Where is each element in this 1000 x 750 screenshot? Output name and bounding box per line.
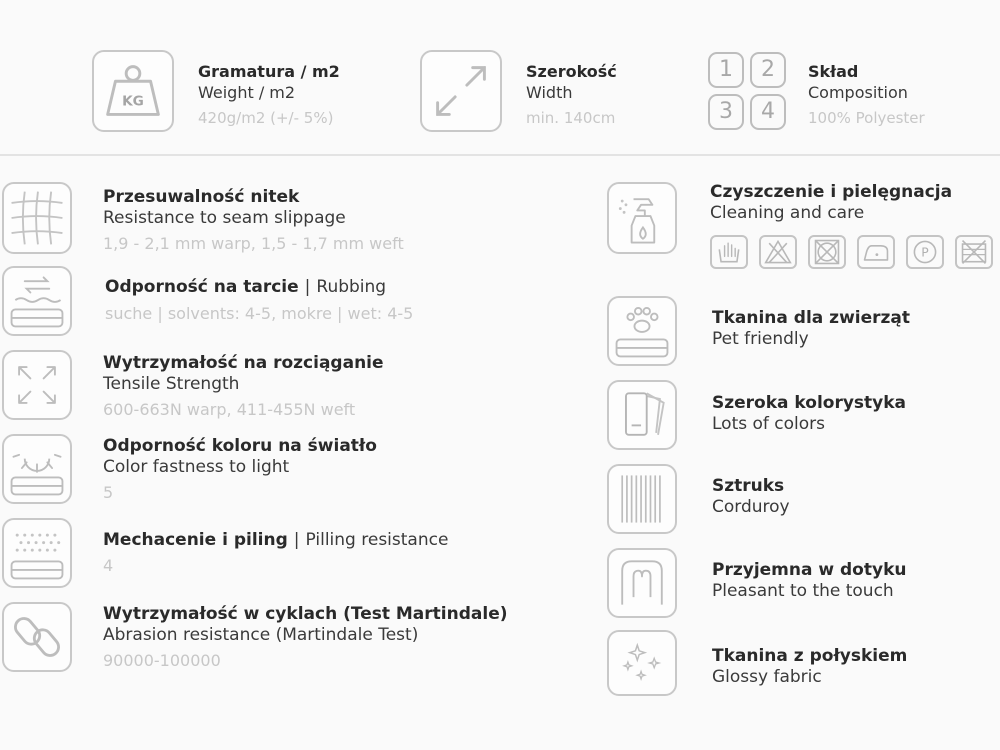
seam-slippage-subtitle: Resistance to seam slippage [103, 208, 346, 228]
tensile-value: 600-663N warp, 411-455N weft [103, 400, 356, 419]
section-divider [0, 154, 1000, 156]
weight-value: 420g/m2 (+/- 5%) [198, 109, 334, 127]
rubbing-value: suche | solvents: 4-5, mokre | wet: 4-5 [105, 304, 414, 323]
light-fastness-subtitle: Color fastness to light [103, 457, 290, 477]
pleasant-touch-subtitle: Pleasant to the touch [712, 581, 894, 601]
spray-bottle-icon [607, 182, 677, 254]
composition-subtitle: Composition [808, 83, 908, 102]
pilling-icon [2, 518, 72, 588]
colors-title: Szeroka kolorystyka [712, 393, 907, 413]
glossy-title: Tkanina z połyskiem [712, 646, 908, 666]
weight-title: Gramatura / m2 [198, 62, 340, 81]
pet-friendly-title: Tkanina dla zwierząt [712, 308, 911, 328]
width-title: Szerokość [526, 62, 617, 81]
title-separator: | [304, 277, 311, 297]
seam-slippage-value: 1,9 - 2,1 mm warp, 1,5 - 1,7 mm weft [103, 234, 404, 253]
width-expand-icon [420, 50, 502, 132]
stretch-icon [2, 350, 72, 420]
composition-number-4: 4 [750, 94, 786, 130]
title-separator: | [293, 530, 300, 550]
composition-number-2: 2 [750, 52, 786, 88]
hand-wash-icon [710, 235, 748, 269]
professional-clean-p-icon [906, 235, 944, 269]
no-tumble-dry-icon [808, 235, 846, 269]
composition-value: 100% Polyester [808, 109, 925, 127]
pet-friendly-subtitle: Pet friendly [712, 329, 809, 349]
light-fastness-title: Odporność koloru na światło [103, 436, 377, 456]
light-fastness-value: 5 [103, 483, 114, 502]
no-dryclean-icon [955, 235, 993, 269]
pilling-value: 4 [103, 556, 114, 575]
tensile-subtitle: Tensile Strength [103, 374, 240, 394]
sun-icon [2, 434, 72, 504]
glossy-subtitle: Glossy fabric [712, 667, 822, 687]
no-bleach-icon [759, 235, 797, 269]
rubbing-inline-en: Rubbing [316, 277, 387, 297]
pilling-title-line [103, 530, 448, 550]
width-value: min. 140cm [526, 109, 616, 127]
pleasant-touch-title: Przyjemna w dotyku [712, 560, 907, 580]
rubbing-title: Odporność na tarcie [105, 277, 299, 297]
width-subtitle: Width [526, 83, 573, 102]
composition-number-1: 1 [708, 52, 744, 88]
rubbing-icon [2, 266, 72, 336]
color-swatch-icon [607, 380, 677, 450]
low-iron-icon [857, 235, 895, 269]
martindale-subtitle: Abrasion resistance (Martindale Test) [103, 625, 419, 645]
composition-title: Skład [808, 62, 859, 81]
tensile-title: Wytrzymałość na rozciąganie [103, 353, 384, 373]
pilling-title: Mechacenie i piling [103, 530, 288, 550]
colors-subtitle: Lots of colors [712, 414, 826, 434]
cleaning-subtitle: Cleaning and care [710, 203, 865, 223]
weight-kg-icon [92, 50, 174, 132]
care-letter: P [921, 245, 929, 260]
corduroy-icon [607, 464, 677, 534]
grid-fabric-icon [2, 182, 72, 254]
corduroy-title: Sztruks [712, 476, 785, 496]
martindale-value: 90000-100000 [103, 651, 221, 670]
pilling-inline-en: Pilling resistance [305, 530, 449, 550]
corduroy-subtitle: Corduroy [712, 497, 790, 517]
weight-icon-text: KG [122, 93, 144, 110]
hand-touch-icon [607, 548, 677, 618]
paw-icon [607, 296, 677, 366]
weight-subtitle: Weight / m2 [198, 83, 296, 102]
composition-number-3: 3 [708, 94, 744, 130]
chain-icon [2, 602, 72, 672]
martindale-title: Wytrzymałość w cyklach (Test Martindale) [103, 604, 508, 624]
sparkle-icon [607, 630, 677, 696]
seam-slippage-title: Przesuwalność nitek [103, 187, 300, 207]
rubbing-title-line [105, 277, 386, 297]
cleaning-title: Czyszczenie i pielęgnacja [710, 182, 953, 202]
